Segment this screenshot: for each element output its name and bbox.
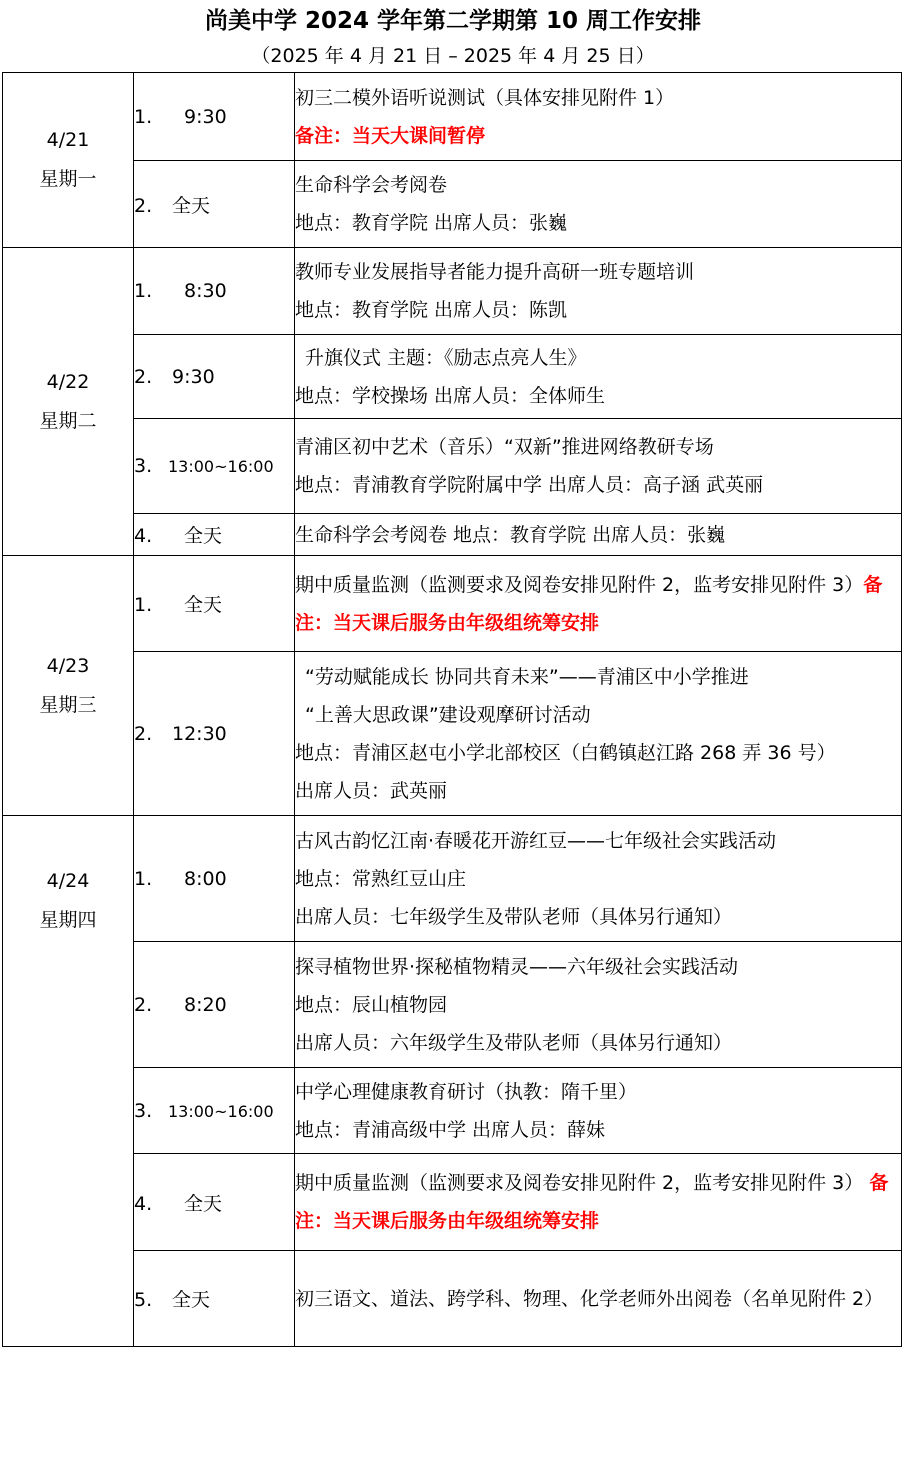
item-time: 12:30 [172,722,227,745]
item-time: 13:00~16:00 [168,457,274,476]
item-number: 5. [134,1289,153,1311]
event-line: 地点：青浦高级中学 出席人员：薛妹 [295,1118,606,1141]
date-range: （2025 年 4 月 21 日 – 2025 年 4 月 25 日） [251,45,655,67]
table-row [3,942,902,1068]
event-line: 出席人员：七年级学生及带队老师（具体另行通知） [295,905,733,928]
event-cell [295,161,902,248]
event-line: 期中质量监测（监测要求及阅卷安排见附件 2，监考安排见附件 3） [295,573,864,596]
event-note: 备注：当天大课间暂停 [295,124,486,147]
schedule-table [2,72,902,1347]
time-cell [134,1154,295,1251]
event-line: 中学心理健康教育研讨（执教：隋千里） [295,1080,638,1103]
event-line: 地点：辰山植物园 [295,993,448,1016]
event-cell [295,652,902,816]
item-time: 8:30 [184,280,227,302]
item-number: 1. [134,105,153,128]
item-time: 全天 [184,594,223,616]
event-line: 期中质量监测（监测要求及阅卷安排见附件 2，监考安排见附件 3） [295,1172,864,1194]
time-cell [134,514,295,556]
item-time: 全天 [172,194,211,217]
item-number: 2. [134,722,153,745]
item-number: 2. [134,194,153,217]
event-note: 备注：当天课后服务由年级组统筹安排 [295,573,883,634]
table-row [3,1068,902,1154]
event-line: 地点：青浦区赵屯小学北部校区（白鹤镇赵江路 268 弄 36 号） [295,741,836,764]
day-date: 4/24 [46,870,90,892]
time-cell [134,248,295,335]
item-time: 全天 [184,525,223,547]
table-row [3,335,902,419]
item-time: 全天 [184,1192,223,1215]
event-line: 地点：学校操场 出席人员：全体师生 [295,384,606,407]
item-number: 4. [134,525,153,547]
item-number: 2. [134,993,153,1016]
event-line: 教师专业发展指导者能力提升高研一班专题培训 [295,261,695,283]
event-line: 出席人员：六年级学生及带队老师（具体另行通知） [295,1031,733,1054]
event-line: 地点：青浦教育学院附属中学 出席人员：高子涵 武英丽 [295,474,764,496]
table-row [3,1154,902,1251]
day-date: 4/21 [46,129,90,151]
event-cell [295,1068,902,1154]
event-line: 探寻植物世界·探秘植物精灵——六年级社会实践活动 [295,955,739,978]
event-cell [295,335,902,419]
event-line: 地点：常熟红豆山庄 [295,867,467,890]
item-number: 3. [134,455,153,477]
table-row [3,514,902,556]
event-line: 地点：教育学院 出席人员：张巍 [295,212,568,234]
event-cell [295,248,902,335]
time-cell [134,816,295,942]
event-line: 升旗仪式 主题：《励志点亮人生》 [305,346,587,369]
event-cell [295,73,902,161]
event-cell [295,942,902,1068]
event-line: 初三语文、道法、跨学科、物理、化学老师外出阅卷（名单见附件 2） [295,1287,884,1310]
event-cell [295,1251,902,1347]
time-cell [134,73,295,161]
event-cell [295,556,902,652]
item-number: 1. [134,594,153,616]
event-cell [295,1154,902,1251]
day-date: 4/23 [46,654,90,677]
event-cell [295,514,902,556]
event-cell [295,419,902,514]
day-weekday: 星期二 [39,409,97,432]
item-time: 8:20 [184,993,227,1016]
time-cell [134,1068,295,1154]
event-line: “劳动赋能成长 协同共育未来”——青浦区中小学推进 [305,665,749,688]
event-line: 青浦区初中艺术（音乐）“双新”推进网络教研专场 [295,436,714,458]
table-row [3,419,902,514]
item-time: 9:30 [184,105,227,128]
table-row [3,161,902,248]
day-weekday: 星期三 [39,693,97,716]
event-note: 备注：当天课后服务由年级组统筹安排 [295,1172,889,1232]
item-time: 13:00~16:00 [168,1101,274,1121]
event-line: 生命科学会考阅卷 [295,174,448,196]
table-row [3,73,902,161]
table-row [3,556,902,652]
time-cell [134,335,295,419]
table-row [3,816,902,942]
event-line: 出席人员：武英丽 [295,779,448,802]
time-cell [134,419,295,514]
table-row [3,1251,902,1347]
page-title: 尚美中学 2024 学年第二学期第 10 周工作安排 [204,8,702,34]
day-cell [3,816,134,1347]
event-text [295,1164,901,1240]
day-weekday: 星期一 [39,168,97,190]
event-line: 古风古韵忆江南·春暖花开游红豆——七年级社会实践活动 [295,829,777,852]
item-number: 1. [134,867,153,890]
table-row [3,248,902,335]
event-text [295,566,901,642]
item-time: 9:30 [172,365,215,388]
item-number: 2. [134,365,153,388]
time-cell [134,161,295,248]
item-time: 8:00 [184,867,227,890]
item-number: 3. [134,1099,153,1122]
day-cell [3,73,134,248]
item-time: 全天 [172,1289,211,1311]
time-cell [134,556,295,652]
item-number: 1. [134,280,153,302]
day-cell [3,248,134,556]
time-cell [134,1251,295,1347]
event-line: 地点：教育学院 出席人员：陈凯 [295,299,568,321]
time-cell [134,652,295,816]
table-row [3,652,902,816]
event-line: 初三二模外语听说测试（具体安排见附件 1） [295,86,675,109]
item-number: 4. [134,1192,153,1215]
day-weekday: 星期四 [39,909,97,931]
day-cell [3,556,134,816]
day-date: 4/22 [46,370,90,393]
event-cell [295,816,902,942]
event-line: “上善大思政课”建设观摩研讨活动 [305,703,591,726]
event-line: 生命科学会考阅卷 地点：教育学院 出席人员：张巍 [295,523,726,546]
time-cell [134,942,295,1068]
